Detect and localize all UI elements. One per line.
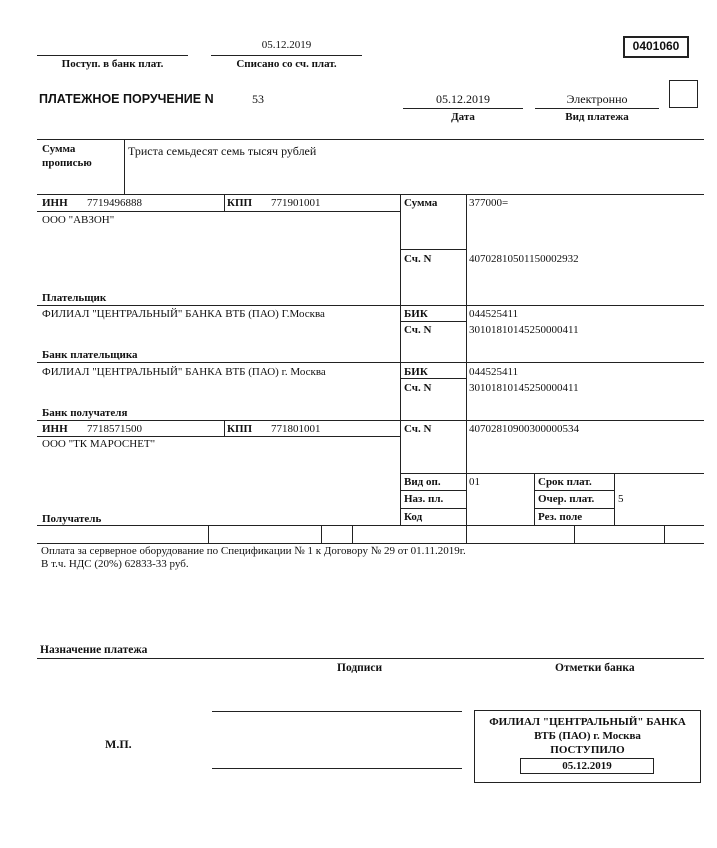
priority-label: Очер. плат.	[538, 493, 595, 505]
tax-v3	[352, 525, 353, 543]
payer-bank-label: Банк плательщика	[42, 349, 138, 361]
purpose-label: Назначение платежа	[40, 644, 148, 656]
payment-type: Электронно	[566, 92, 628, 106]
tax-v6	[664, 525, 665, 543]
tax-v4	[466, 525, 467, 543]
payer-account-label: Сч. N	[404, 253, 432, 265]
payer-inn: 7719496888	[87, 197, 142, 209]
due-label: Срок плат.	[538, 476, 592, 488]
amount-words-label-1: Сумма	[42, 143, 76, 155]
payer-name: ООО "АВЗОН"	[42, 214, 115, 226]
payer-account: 40702810501150002932	[469, 253, 579, 265]
payee-bank-label: Банк получателя	[42, 407, 128, 419]
amount-words-label-2: прописью	[42, 157, 92, 169]
op-type: 01	[469, 476, 480, 488]
amount-row-line	[400, 249, 466, 250]
payer-inn-label: ИНН	[42, 197, 68, 209]
payer-bank-name: ФИЛИАЛ "ЦЕНТРАЛЬНЫЙ" БАНКА ВТБ (ПАО) Г.Москва	[42, 308, 325, 320]
payee-inn-label: ИНН	[42, 423, 68, 435]
payer-bottom-line	[37, 305, 704, 306]
codes-v1	[534, 473, 535, 525]
payee-inn: 7718571500	[87, 423, 142, 435]
payer-kpp: 771901001	[271, 197, 321, 209]
purpose-line-1: Оплата за серверное оборудование по Спецификации № 1 к Договору № 29 от 01.11.2019г.	[41, 545, 466, 557]
payer-amount: 377000=	[469, 197, 509, 209]
reserve-label: Рез. поле	[538, 511, 583, 523]
payee-bank-name: ФИЛИАЛ "ЦЕНТРАЛЬНЫЙ" БАНКА ВТБ (ПАО) г. Москва	[42, 366, 326, 378]
payer-inn-line	[37, 211, 400, 212]
tax-row-top-line	[37, 525, 704, 526]
payment-type-line	[535, 108, 659, 109]
received-line	[37, 55, 188, 56]
tax-v5	[574, 525, 575, 543]
payer-bank-bottom-line	[37, 362, 704, 363]
amount-words-bottom-line	[37, 194, 704, 195]
codes-v2	[614, 473, 615, 525]
payer-amount-label: Сумма	[404, 197, 438, 209]
purpose-line-2: В т.ч. НДС (20%) 62833-33 руб.	[41, 558, 189, 570]
order-number: 53	[252, 92, 264, 106]
order-title: ПЛАТЕЖНОЕ ПОРУЧЕНИЕ N	[39, 92, 214, 106]
codes-line-1	[400, 490, 466, 491]
payment-type-label: Вид платежа	[565, 111, 629, 123]
codes-line-1b	[534, 490, 614, 491]
tax-v1	[208, 525, 209, 543]
bank-stamp-date: 05.12.2019	[562, 760, 612, 772]
payee-bank-bik-line	[400, 378, 466, 379]
purpose-bottom-line	[37, 658, 704, 659]
payee-name: ООО "ТК МАРОСНЕТ"	[42, 438, 156, 450]
payee-account-label: Сч. N	[404, 423, 432, 435]
payer-bank-account: 30101810145250000411	[469, 324, 579, 336]
priority-value: 5	[618, 493, 624, 505]
amount-words-divider	[124, 139, 125, 194]
purpose-code-label: Наз. пл.	[404, 493, 444, 505]
payer-bank-bik: 044525411	[469, 308, 519, 320]
payee-account: 40702810900300000534	[469, 423, 579, 435]
signature-line-1	[212, 711, 462, 712]
bank-stamp-line-3: ПОСТУПИЛО	[550, 744, 625, 756]
payee-kpp-label: КПП	[227, 423, 253, 435]
codes-line-2	[400, 508, 466, 509]
payer-kpp-label: КПП	[227, 197, 253, 209]
debited-date: 05.12.2019	[261, 39, 312, 51]
payer-inn-divider	[224, 194, 225, 211]
payer-bank-account-label: Сч. N	[404, 324, 432, 336]
debited-label: Списано со сч. плат.	[236, 58, 337, 70]
date-line	[403, 108, 523, 109]
date-label: Дата	[451, 111, 475, 123]
op-type-label: Вид оп.	[404, 476, 441, 488]
payer-bank-bik-line	[400, 321, 466, 322]
debited-line	[211, 55, 362, 56]
payee-inn-divider	[224, 420, 225, 436]
code-label: Код	[404, 511, 423, 523]
payer-bank-bik-label: БИК	[404, 308, 428, 320]
bank-marks-label: Отметки банка	[555, 662, 635, 674]
payee-inn-line	[37, 436, 400, 437]
payee-bank-bottom-line	[37, 420, 704, 421]
payee-bank-account: 30101810145250000411	[469, 382, 579, 394]
payee-bank-bik-label: БИК	[404, 366, 428, 378]
tax-v2	[321, 525, 322, 543]
status-box	[669, 80, 698, 108]
bank-stamp-line-2: ВТБ (ПАО) г. Москва	[534, 730, 641, 742]
form-code: 0401060	[632, 39, 680, 53]
grid-v1	[400, 194, 401, 525]
payee-kpp: 771801001	[271, 423, 321, 435]
payee-bank-bik: 044525411	[469, 366, 519, 378]
stamp-place-label: М.П.	[105, 737, 132, 751]
payee-label: Получатель	[42, 513, 102, 525]
signature-line-2	[212, 768, 462, 769]
amount-words-value: Триста семьдесят семь тысяч рублей	[128, 144, 317, 158]
received-label: Поступ. в банк плат.	[61, 58, 164, 70]
tax-row-bottom-line	[37, 543, 704, 544]
amount-words-top-line	[37, 139, 704, 140]
payer-label: Плательщик	[42, 292, 107, 304]
payee-bank-account-label: Сч. N	[404, 382, 432, 394]
signatures-label: Подписи	[337, 662, 383, 674]
codes-line-2b	[534, 508, 614, 509]
order-date: 05.12.2019	[436, 92, 490, 106]
bank-stamp-line-1: ФИЛИАЛ "ЦЕНТРАЛЬНЫЙ" БАНКА	[489, 716, 686, 728]
grid-v2	[466, 194, 467, 525]
codes-top-line	[400, 473, 704, 474]
